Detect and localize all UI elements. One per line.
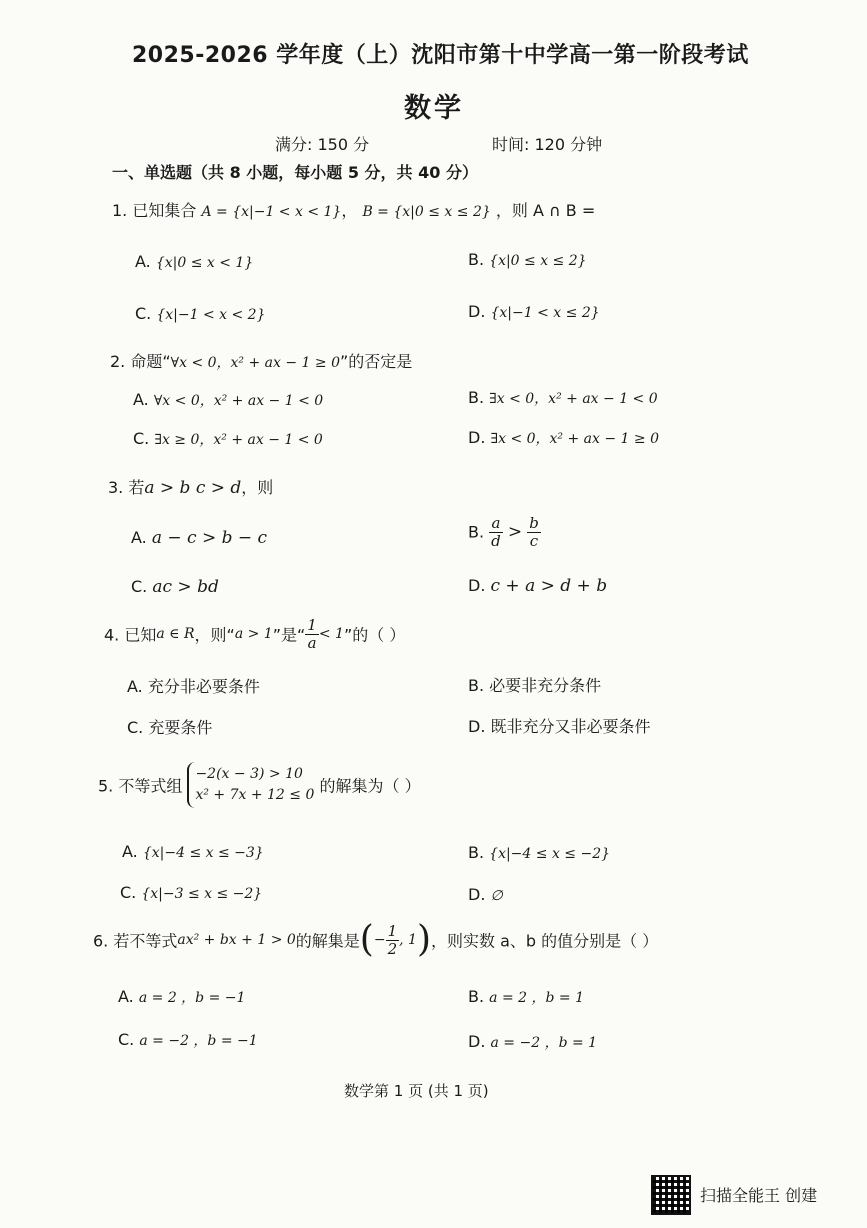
- question-1-sep: ，: [341, 201, 358, 220]
- exam-time: 时间: 120 分钟: [492, 135, 603, 154]
- greater-than: >: [507, 522, 523, 542]
- inequality-system: [187, 762, 314, 808]
- option-label: D.: [468, 576, 486, 595]
- option-label: B.: [468, 676, 485, 695]
- option-label: C.: [135, 304, 152, 323]
- question-6-prefix: 6. 若不等式: [93, 931, 178, 951]
- q5-option-d[interactable]: [468, 885, 503, 904]
- q1-option-d[interactable]: [468, 302, 600, 321]
- numerator: 1: [387, 922, 398, 940]
- question-4-expr2: < 1: [318, 626, 344, 642]
- question-5-prefix: 5. 不等式组: [98, 776, 183, 796]
- option-label: D.: [468, 1032, 486, 1051]
- denominator: 2: [387, 939, 398, 958]
- option-label: A.: [133, 390, 149, 409]
- question-2-expr: ∀x < 0，x² + ax − 1 ≥ 0: [170, 355, 340, 371]
- question-5: [98, 762, 421, 808]
- interval-close-paren: ): [416, 919, 431, 960]
- option-label: B.: [468, 388, 485, 407]
- interval-sign: −: [373, 932, 386, 948]
- question-2-prefix: 2. 命题“: [110, 352, 171, 371]
- system-line-1: −2(x − 3) > 10: [195, 766, 303, 782]
- question-1-prefix: 1. 已知集合: [112, 201, 197, 220]
- question-4-mid2: ”是“: [272, 625, 306, 645]
- option-label: D.: [468, 428, 486, 447]
- numerator: 1: [307, 616, 317, 634]
- option-text: 必要非充分条件: [489, 676, 602, 695]
- option-label: D.: [468, 885, 486, 904]
- question-4-prefix: 4. 已知: [104, 625, 157, 645]
- option-text: ∃x < 0，x² + ax − 1 < 0: [489, 391, 658, 407]
- option-label: B.: [468, 987, 485, 1006]
- option-label: C.: [133, 429, 150, 448]
- scanner-watermark: 扫描全能王 创建: [700, 1186, 818, 1205]
- option-text: ∃x ≥ 0，x² + ax − 1 < 0: [154, 432, 323, 448]
- question-1-set-b: B = {x|0 ≤ x ≤ 2}: [362, 204, 491, 220]
- interval-right: , 1: [399, 932, 417, 948]
- question-2-suffix: ”的否定是: [340, 352, 413, 371]
- question-4: [104, 617, 405, 651]
- option-label: A.: [135, 252, 151, 271]
- q5-option-a[interactable]: [122, 842, 264, 861]
- option-text: {x|−4 ≤ x ≤ −3}: [142, 845, 264, 861]
- section-heading: 一、单选题（共 8 小题，每小题 5 分，共 40 分）: [112, 163, 478, 182]
- option-label: A.: [127, 677, 143, 696]
- q4-option-a[interactable]: [127, 674, 260, 697]
- question-3-suffix: ，则: [241, 478, 274, 497]
- q1-option-c[interactable]: [135, 304, 266, 323]
- q6-option-d[interactable]: [468, 1032, 597, 1052]
- option-text: a = −2 ，b = −1: [139, 1033, 258, 1049]
- interval-open-paren: (: [359, 919, 374, 960]
- fraction-1-over-2: [386, 923, 400, 957]
- option-text: 既非充分又非必要条件: [490, 717, 651, 736]
- q1-option-a[interactable]: [135, 252, 253, 271]
- question-6-suffix: ，则实数 a、b 的值分别是（ ）: [430, 931, 659, 951]
- question-6: [93, 919, 659, 960]
- exam-title: 2025-2026 学年度（上）沈阳市第十中学高一第一阶段考试: [132, 43, 749, 68]
- option-text: {x|−4 ≤ x ≤ −2}: [489, 846, 611, 862]
- fraction-a-over-d: [489, 515, 503, 549]
- q3-option-b[interactable]: [468, 515, 541, 549]
- option-text: 充分非必要条件: [147, 677, 260, 696]
- question-3-prefix: 3. 若: [108, 478, 145, 497]
- q3-option-a[interactable]: [131, 528, 267, 548]
- option-label: A.: [131, 528, 147, 547]
- option-label: B.: [468, 843, 485, 862]
- question-5-suffix: 的解集为（ ）: [319, 776, 421, 796]
- qr-code-icon: [651, 1175, 691, 1215]
- option-label: C.: [127, 718, 144, 737]
- question-1: [112, 198, 595, 221]
- option-text: {x|−1 < x < 2}: [156, 307, 266, 323]
- page-footer: 数学第 1 页 (共 1 页): [344, 1082, 489, 1100]
- question-4-mid1: ，则“: [194, 625, 235, 645]
- full-marks: 满分: 150 分: [275, 135, 370, 154]
- fraction-1-over-a: [305, 617, 319, 651]
- option-text: a = 2 ，b = −1: [138, 990, 246, 1006]
- option-text: {x|0 ≤ x < 1}: [155, 255, 254, 271]
- denominator: a: [307, 633, 317, 652]
- option-text: {x|−1 < x ≤ 2}: [490, 305, 600, 321]
- q2-option-a[interactable]: [133, 390, 323, 410]
- numerator: a: [489, 515, 503, 533]
- option-label: B.: [468, 522, 485, 542]
- q6-option-b[interactable]: [468, 987, 584, 1007]
- option-text: ∅: [490, 888, 503, 904]
- q3-option-c[interactable]: [131, 577, 219, 597]
- question-1-suffix: ，则 A ∩ B =: [495, 201, 596, 220]
- option-text: a − c > b − c: [151, 528, 268, 548]
- option-text: ∀x < 0，x² + ax − 1 < 0: [153, 393, 324, 409]
- option-text: a = 2 ，b = 1: [489, 990, 584, 1006]
- option-text: 充要条件: [148, 718, 213, 737]
- option-label: B.: [468, 250, 485, 269]
- question-2: [110, 349, 412, 372]
- denominator: c: [529, 531, 539, 550]
- question-3: [108, 475, 273, 498]
- fraction-b-over-c: [527, 515, 541, 549]
- option-text: {x|0 ≤ x ≤ 2}: [489, 253, 587, 269]
- subject-title: 数学: [404, 93, 464, 124]
- question-6-mid: 的解集是: [295, 931, 360, 951]
- numerator: b: [529, 514, 539, 532]
- denominator: d: [491, 531, 501, 550]
- system-line-2: x² + 7x + 12 ≤ 0: [195, 787, 315, 803]
- q5-option-b[interactable]: [468, 843, 610, 862]
- option-label: D.: [468, 717, 486, 736]
- q6-option-a[interactable]: [118, 987, 245, 1007]
- question-4-cond: a ∈ R: [156, 626, 195, 642]
- option-text: c + a > d + b: [490, 576, 608, 596]
- option-label: C.: [120, 883, 137, 902]
- option-text: a = −2 ，b = 1: [490, 1035, 598, 1051]
- option-text: ac > bd: [152, 577, 219, 597]
- question-4-suffix: ”的（ ）: [343, 625, 406, 645]
- question-6-expr: ax² + bx + 1 > 0: [177, 932, 296, 948]
- question-4-expr1: a > 1: [234, 626, 273, 642]
- q2-option-d[interactable]: [468, 428, 659, 448]
- q4-option-b[interactable]: [468, 673, 601, 696]
- q3-option-d[interactable]: [468, 576, 607, 596]
- q1-option-b[interactable]: [468, 250, 587, 269]
- option-text: {x|−3 ≤ x ≤ −2}: [141, 886, 263, 902]
- option-label: C.: [131, 577, 148, 596]
- q2-option-c[interactable]: [133, 429, 323, 449]
- question-1-set-a: A = {x|−1 < x < 1}: [201, 204, 342, 220]
- q2-option-b[interactable]: [468, 388, 658, 408]
- option-label: A.: [118, 987, 134, 1006]
- q6-option-c[interactable]: [118, 1030, 258, 1050]
- question-3-expr: a > b c > d: [144, 478, 242, 498]
- option-label: D.: [468, 302, 486, 321]
- option-label: C.: [118, 1030, 135, 1049]
- option-label: A.: [122, 842, 138, 861]
- q4-option-c[interactable]: [127, 715, 212, 738]
- option-text: ∃x < 0，x² + ax − 1 ≥ 0: [490, 431, 659, 447]
- q5-option-c[interactable]: [120, 883, 262, 902]
- q4-option-d[interactable]: [468, 714, 651, 737]
